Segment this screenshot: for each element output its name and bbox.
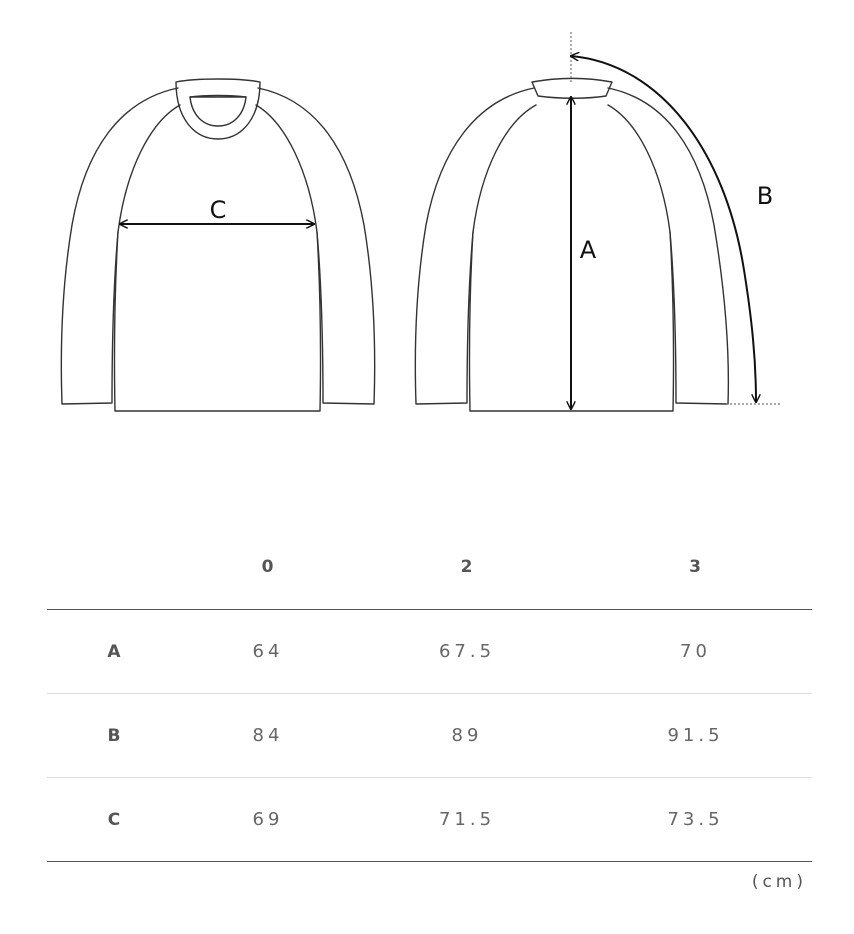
front-left-sleeve: [61, 88, 180, 404]
front-right-sleeve: [256, 88, 375, 404]
header-size-2: 2: [355, 525, 579, 610]
sweater-size-diagram: [0, 0, 854, 450]
table-cell: 70: [579, 610, 812, 694]
table-row: [47, 694, 812, 778]
front-view-sweater: [61, 79, 374, 411]
header-corner: [47, 525, 181, 610]
table-cell: 73.5: [579, 778, 812, 862]
header-size-0: 0: [181, 525, 355, 610]
header-size-3: 3: [579, 525, 812, 610]
back-right-sleeve: [608, 88, 728, 404]
table-cell: 69: [181, 778, 355, 862]
front-body: [114, 232, 320, 411]
table-row: [47, 610, 812, 694]
table-cell: 89: [355, 694, 579, 778]
row-label: C: [47, 778, 181, 862]
row-label: B: [47, 694, 181, 778]
back-collar: [532, 78, 612, 98]
front-collar-inner: [190, 96, 246, 127]
label-c: C: [209, 196, 227, 224]
table-row: [47, 778, 812, 862]
label-a: A: [579, 236, 597, 264]
table-cell: 67.5: [355, 610, 579, 694]
label-b: B: [756, 182, 774, 210]
front-collar-outer: [176, 79, 260, 139]
size-chart-table: [47, 525, 812, 862]
table-header-row: [47, 525, 812, 610]
table-cell: 71.5: [355, 778, 579, 862]
back-left-sleeve: [415, 88, 536, 404]
row-label: A: [47, 610, 181, 694]
table-cell: 91.5: [579, 694, 812, 778]
table-cell: 64: [181, 610, 355, 694]
unit-note: (cm): [751, 872, 807, 892]
table-cell: 84: [181, 694, 355, 778]
